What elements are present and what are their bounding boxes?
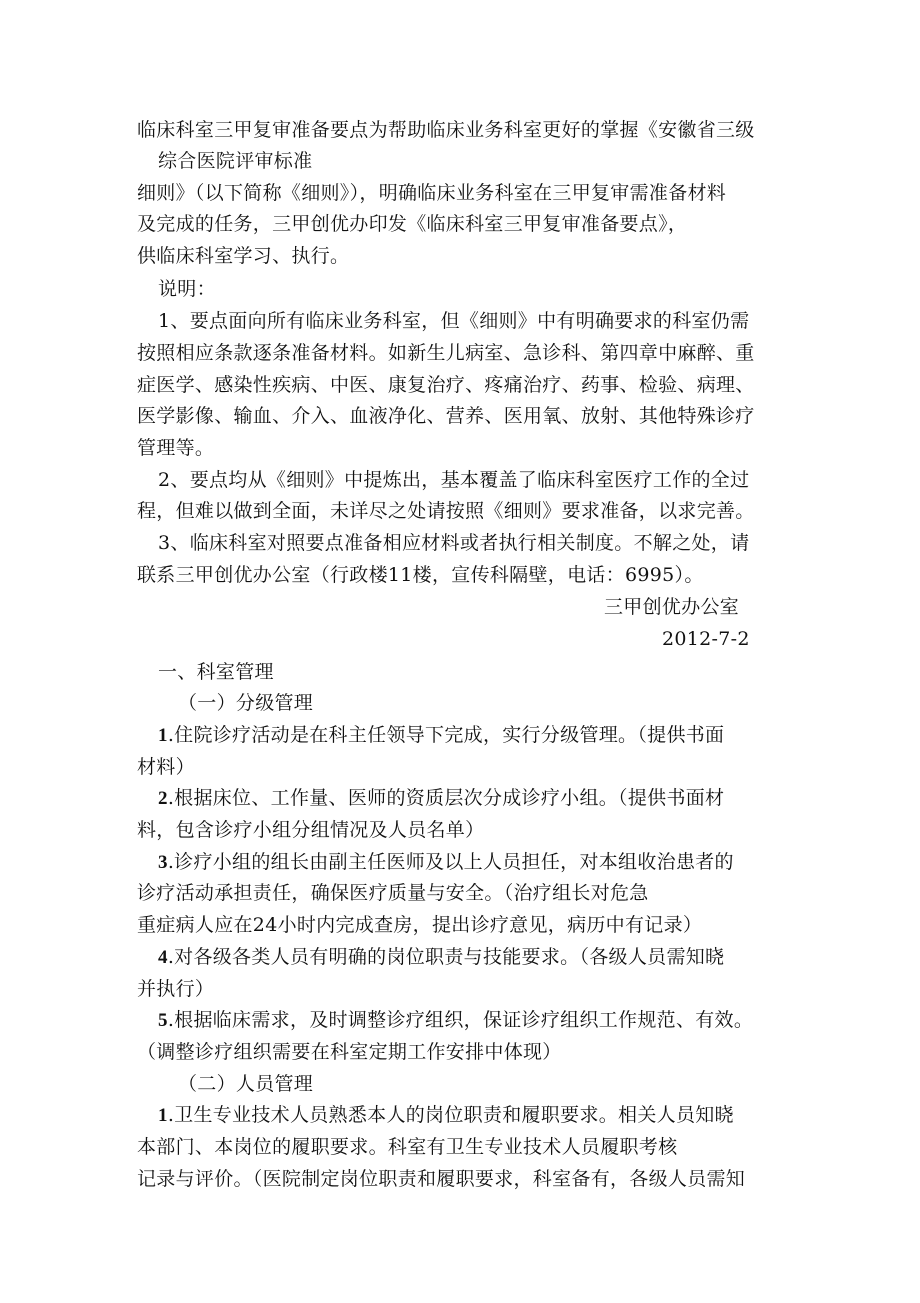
item-text: .住院诊疗活动是在科主任领导下完成，实行分级管理。（提供书面	[167, 724, 725, 746]
item-3-line-3: 重症病人应在24小时内完成查房，提出诊疗意见，病历中有记录）	[137, 914, 703, 936]
intro-line-1: 临床科室三甲复审准备要点为帮助临床业务科室更好的掌握《安徽省三级	[137, 119, 755, 141]
explain-heading: 说明：	[158, 278, 216, 300]
item-2-line-1	[158, 786, 724, 811]
item-2-1-line-3: 记录与评价。（医院制定岗位职责和履职要求，科室备有，各级人员需知	[137, 1168, 746, 1190]
signature: 三甲创优办公室	[604, 596, 740, 618]
item-text: .根据临床需求，及时调整诊疗组织，保证诊疗组织工作规范、有效。	[167, 1009, 754, 1031]
subsection-heading-2: （二）人员管理	[178, 1073, 314, 1095]
item-text: .根据床位、工作量、医师的资质层次分成诊疗小组。（提供书面材	[167, 787, 725, 809]
note-line-4: 医学影像、输血、介入、血液净化、营养、医用氧、放射、其他特殊诊疗	[137, 405, 755, 427]
item-3-line-1	[158, 850, 734, 875]
subsection-heading-1: （一）分级管理	[178, 692, 314, 714]
item-2-1-line-1	[158, 1103, 734, 1128]
note-line-8: 3、临床科室对照要点准备相应材料或者执行相关制度。不解之处，请	[158, 532, 750, 554]
item-5-line-2: （调整诊疗组织需要在科室定期工作安排中体现）	[137, 1041, 562, 1063]
note-line-9: 联系三甲创优办公室（行政楼11楼，宣传科隔壁，电话：6995）。	[137, 564, 704, 586]
item-4-line-1	[158, 945, 724, 970]
intro-line-3: 细则》（以下简称《细则》），明确临床业务科室在三甲复审需准备材料	[137, 182, 727, 204]
item-number: 3	[158, 852, 168, 873]
intro-line-2: 综合医院评审标准	[158, 150, 313, 172]
item-1-line-2: 材料）	[137, 756, 195, 778]
intro-line-4: 及完成的任务，三甲创优办印发《临床科室三甲复审准备要点》，	[137, 213, 688, 235]
item-4-line-2: 并执行）	[137, 978, 215, 1000]
item-3-line-2: 诊疗活动承担责任，确保医疗质量与安全。（治疗组长对危急	[137, 882, 649, 904]
note-line-1: 1、要点面向所有临床业务科室，但《细则》中有明确要求的科室仍需	[158, 310, 750, 332]
section-heading-1: 一、科室管理	[158, 661, 274, 683]
item-number: 1	[158, 1105, 168, 1126]
item-number: 2	[158, 788, 168, 809]
intro-line-5: 供临床科室学习、执行。	[137, 245, 350, 267]
item-number: 4	[158, 947, 168, 968]
item-text: .诊疗小组的组长由副主任医师及以上人员担任，对本组收治患者的	[167, 851, 734, 873]
item-5-line-1	[158, 1008, 753, 1033]
note-line-2: 按照相应条款逐条准备材料。如新生儿病室、急诊科、第四章中麻醉、重	[137, 342, 755, 364]
item-2-line-2: 料，包含诊疗小组分组情况及人员名单）	[137, 819, 485, 841]
item-text: .对各级各类人员有明确的岗位职责与技能要求。（各级人员需知晓	[167, 946, 725, 968]
item-text: .卫生专业技术人员熟悉本人的岗位职责和履职要求。相关人员知晓	[167, 1104, 734, 1126]
item-2-1-line-2: 本部门、本岗位的履职要求。科室有卫生专业技术人员履职考核	[137, 1136, 678, 1158]
item-1-line-1	[158, 723, 724, 748]
item-number: 5	[158, 1010, 168, 1031]
date: 2012-7-2	[662, 628, 750, 650]
note-line-7: 程，但难以做到全面，未详尽之处请按照《细则》要求准备，以求完善。	[137, 500, 755, 522]
note-line-3: 症医学、感染性疾病、中医、康复治疗、疼痛治疗、药事、检验、病理、	[137, 374, 755, 396]
item-number: 1	[158, 725, 168, 746]
note-line-5: 管理等。	[137, 437, 215, 459]
note-line-6: 2、要点均从《细则》中提炼出，基本覆盖了临床科室医疗工作的全过	[158, 469, 750, 491]
